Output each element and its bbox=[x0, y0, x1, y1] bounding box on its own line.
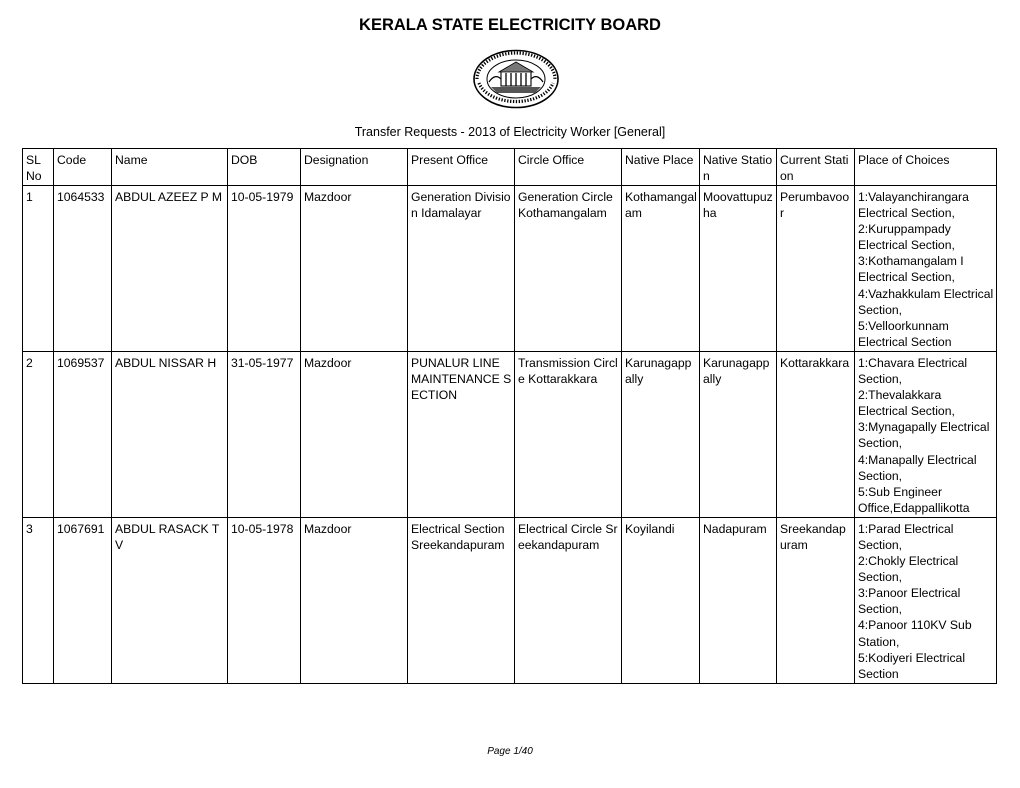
col-header: Native Place bbox=[622, 149, 700, 186]
cell-sl: 1 bbox=[23, 186, 54, 352]
col-header: Native Station bbox=[700, 149, 777, 186]
table-header-row bbox=[23, 149, 997, 186]
cell-code: 1069537 bbox=[54, 351, 112, 517]
choice-item: 1:Parad Electrical Section, bbox=[858, 521, 954, 552]
cell-place-of-choices bbox=[855, 186, 997, 352]
col-header: Name bbox=[112, 149, 228, 186]
cell-code: 1067691 bbox=[54, 517, 112, 683]
col-header: Circle Office bbox=[515, 149, 622, 186]
col-header: Present Office bbox=[408, 149, 515, 186]
table-row bbox=[23, 186, 997, 352]
cell-current-station: Perumbavoor bbox=[777, 186, 855, 352]
cell-circle-office: Transmission Circle Kottarakkara bbox=[515, 351, 622, 517]
cell-circle-office: Electrical Circle Sreekandapuram bbox=[515, 517, 622, 683]
cell-name: ABDUL NISSAR H bbox=[112, 351, 228, 517]
col-header: DOB bbox=[228, 149, 301, 186]
choice-item: 4:Manapally Electrical Section, bbox=[858, 452, 977, 483]
cell-present-office: Electrical Section Sreekandapuram bbox=[408, 517, 515, 683]
cell-dob: 31-05-1977 bbox=[228, 351, 301, 517]
choice-item: 3:Mynagapally Electrical Section, bbox=[858, 420, 990, 451]
page-title: KERALA STATE ELECTRICITY BOARD bbox=[359, 16, 661, 34]
cell-native-station: Nadapuram bbox=[700, 517, 777, 683]
cell-code: 1064533 bbox=[54, 186, 112, 352]
col-header: Code bbox=[54, 149, 112, 186]
choice-item: 2:Kuruppampady Electrical Section, bbox=[858, 222, 955, 253]
table-row bbox=[23, 517, 997, 683]
choice-item: 5:Sub Engineer Office,Edappallikotta bbox=[858, 484, 970, 515]
choice-item: 3:Kothamangalam I Electrical Section, bbox=[858, 254, 964, 285]
cell-sl: 2 bbox=[23, 351, 54, 517]
choice-item: 1:Chavara Electrical Section, bbox=[858, 355, 968, 387]
cell-native-station: Karunagappally bbox=[700, 351, 777, 517]
choice-item: 4:Panoor 110KV Sub Station, bbox=[858, 618, 972, 649]
cell-name: ABDUL RASACK T V bbox=[112, 517, 228, 683]
transfer-requests-table bbox=[22, 148, 997, 684]
cell-designation: Mazdoor bbox=[301, 517, 408, 683]
cell-designation: Mazdoor bbox=[301, 186, 408, 352]
cell-native-place: Koyilandi bbox=[622, 517, 700, 683]
cell-current-station: Kottarakkara bbox=[777, 351, 855, 517]
table-row bbox=[23, 351, 997, 517]
cell-native-place: Kothamangalam bbox=[622, 186, 700, 352]
cell-dob: 10-05-1978 bbox=[228, 517, 301, 683]
cell-dob: 10-05-1979 bbox=[228, 186, 301, 352]
col-header: SL No bbox=[23, 149, 54, 186]
cell-current-station: Sreekandapuram bbox=[777, 517, 855, 683]
cell-present-office: Generation Division Idamalayar bbox=[408, 186, 515, 352]
kseb-seal-logo bbox=[471, 49, 561, 109]
cell-circle-office: Generation Circle Kothamangalam bbox=[515, 186, 622, 352]
choice-item: 5:Velloorkunnam Electrical Section bbox=[858, 318, 952, 349]
cell-native-station: Moovattupuzha bbox=[700, 186, 777, 352]
report-subtitle: Transfer Requests - 2013 of Electricity Worker [General] bbox=[354, 125, 666, 139]
choice-item: 3:Panoor Electrical Section, bbox=[858, 586, 961, 617]
choice-item: 4:Vazhakkulam Electrical Section, bbox=[858, 286, 994, 317]
cell-name: ABDUL AZEEZ P M bbox=[112, 186, 228, 352]
col-header: Place of Choices bbox=[855, 149, 997, 186]
cell-place-of-choices bbox=[855, 351, 997, 517]
cell-present-office: PUNALUR LINE MAINTENANCE SECTION bbox=[408, 351, 515, 517]
cell-sl: 3 bbox=[23, 517, 54, 683]
choice-item: 1:Valayanchirangara Electrical Section, bbox=[858, 190, 969, 221]
cell-native-place: Karunagappally bbox=[622, 351, 700, 517]
cell-place-of-choices bbox=[855, 517, 997, 683]
choice-item: 5:Kodiyeri Electrical Section bbox=[858, 650, 966, 681]
page-number: Page 1/40 bbox=[487, 746, 533, 757]
choice-item: 2:Chokly Electrical Section, bbox=[858, 554, 959, 585]
cell-designation: Mazdoor bbox=[301, 351, 408, 517]
choice-item: 2:Thevalakkara Electrical Section, bbox=[858, 388, 955, 419]
col-header: Designation bbox=[301, 149, 408, 186]
col-header: Current Station bbox=[777, 149, 855, 186]
